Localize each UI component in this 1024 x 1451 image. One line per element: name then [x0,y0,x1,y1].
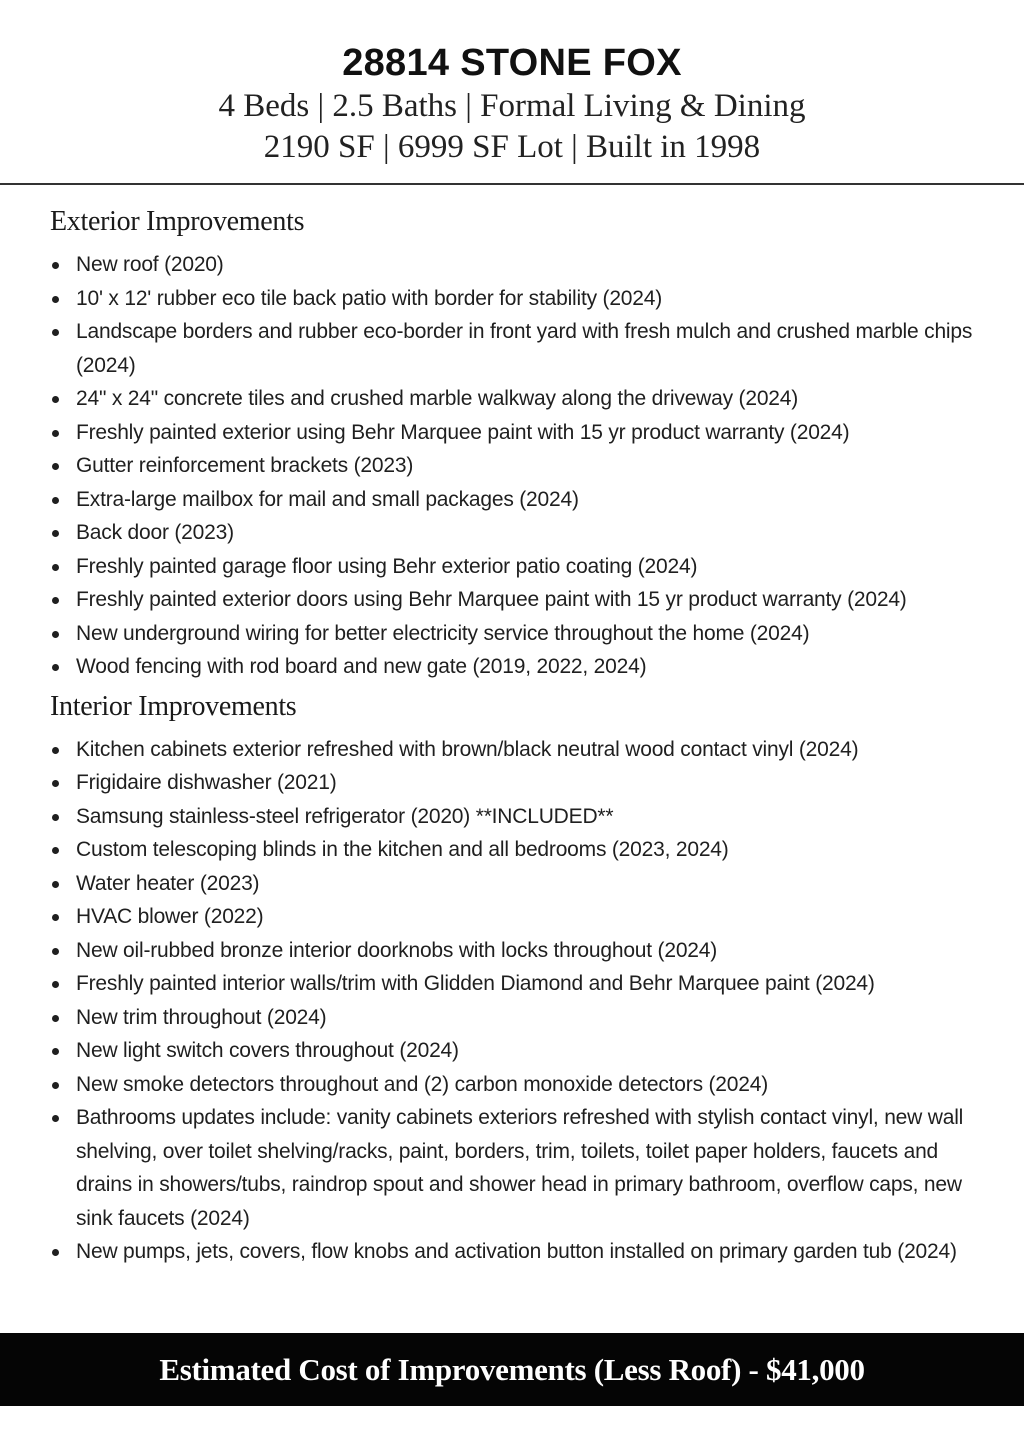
list-item [50,1068,990,1102]
property-address: 28814 STONE FOX [342,42,682,84]
cost-summary-text: Estimated Cost of Improvements (Less Roof) - $41,000 [159,1351,865,1387]
list-item [50,1034,990,1068]
bullet-icon [52,881,59,888]
exterior-heading: Exterior Improvements [50,206,305,237]
bullet-icon [52,981,59,988]
list-item-text: Freshly painted garage floor using Behr exterior patio coating (2024) [76,554,698,578]
list-item [50,248,990,282]
bullet-icon [52,1249,59,1256]
bullet-icon [52,847,59,854]
list-item [50,833,990,867]
list-item-text: Back door (2023) [76,521,234,544]
bullet-icon [52,329,59,336]
bullet-icon [52,780,59,787]
list-item-text: Kitchen cabinets exterior refreshed with brown/black neutral wood contact vinyl (2024) [76,737,859,761]
list-item-text: Freshly painted interior walls/trim with Glidden Diamond and Behr Marquee paint (2024) [76,972,875,995]
bullet-icon [52,430,59,437]
list-item [50,934,990,968]
list-item [50,766,990,800]
list-item-text: Extra-large mailbox for mail and small packages (2024) [76,487,579,511]
list-item [50,449,990,483]
list-item [50,516,990,550]
bullet-icon [52,564,59,571]
list-item-text: Gutter reinforcement brackets (2023) [76,454,414,477]
list-item-text: Freshly painted exterior using Behr Marquee paint with 15 yr product warranty (2024) [76,420,850,444]
bullet-icon [52,296,59,303]
list-item-text: 24" x 24" concrete tiles and crushed marble walkway along the driveway (2024) [76,387,799,410]
bullet-icon [52,814,59,821]
list-item-text: HVAC blower (2022) [76,905,264,928]
list-item [50,550,990,584]
list-item-text: New oil-rubbed bronze interior doorknobs with locks throughout (2024) [76,938,718,962]
list-item [50,282,990,316]
list-item-text: Bathrooms updates include: vanity cabinets exteriors refreshed with stylish contact vinyl, new wall shelving, over toilet shelving/racks, paint, borders, trim, toilets, toilet paper holders, faucets and drains in showers/tubs, raindrop spout and shower head in primary bathroom, overflow caps, new sink faucets (2024) [76,1106,964,1230]
list-item [50,1101,990,1235]
list-item-text: New smoke detectors throughout and (2) carbon monoxide detectors (2024) [76,1072,769,1096]
list-item-text: New pumps, jets, covers, flow knobs and activation button installed on primary garden tub (2024) [76,1240,957,1263]
exterior-list [50,248,990,684]
bullet-icon [52,1048,59,1055]
list-item-text: New roof (2020) [76,253,224,276]
bullet-icon [52,664,59,671]
bullet-icon [52,948,59,955]
cost-summary-bar [0,1333,1024,1406]
list-item [50,650,990,684]
listing-header [0,40,1024,168]
improvements-content [50,202,990,1269]
list-item-text: Samsung stainless-steel refrigerator (2020) **INCLUDED** [76,804,614,828]
list-item [50,483,990,517]
list-item-text: New light switch covers throughout (2024) [76,1039,459,1062]
bullet-icon [52,1015,59,1022]
interior-list [50,733,990,1269]
bullet-icon [52,497,59,504]
list-item [50,967,990,1001]
bullet-icon [52,1082,59,1089]
bullet-icon [52,747,59,754]
bullet-icon [52,914,59,921]
list-item-text: Wood fencing with rod board and new gate (2019, 2022, 2024) [76,655,647,678]
list-item [50,867,990,901]
list-item-text: Freshly painted exterior doors using Behr Marquee paint with 15 yr product warranty (2024) [76,588,907,611]
list-item-text: Water heater (2023) [76,871,260,895]
bullet-icon [52,463,59,470]
list-item-text: Custom telescoping blinds in the kitchen and all bedrooms (2023, 2024) [76,838,729,861]
property-specs-line-1: 4 Beds | 2.5 Baths | Formal Living & Dining [218,88,806,124]
bullet-icon [52,530,59,537]
list-item [50,382,990,416]
list-item-text: Landscape borders and rubber eco-border in front yard with fresh mulch and crushed marble chips (2024) [76,320,973,377]
bullet-icon [52,597,59,604]
list-item-text: New underground wiring for better electricity service throughout the home (2024) [76,621,810,645]
interior-heading: Interior Improvements [50,690,297,722]
list-item-text: Frigidaire dishwasher (2021) [76,771,337,794]
list-item-text: 10' x 12' rubber eco tile back patio with border for stability (2024) [76,286,663,310]
list-item [50,617,990,651]
list-item [50,900,990,934]
header-divider [0,183,1024,185]
bullet-icon [52,631,59,638]
list-item-text: New trim throughout (2024) [76,1005,327,1029]
list-item [50,733,990,767]
list-item [50,583,990,617]
bullet-icon [52,396,59,403]
list-item [50,1001,990,1035]
property-specs-line-2: 2190 SF | 6999 SF Lot | Built in 1998 [263,129,761,165]
list-item [50,1235,990,1269]
bullet-icon [52,1115,59,1122]
list-item [50,416,990,450]
list-item [50,800,990,834]
list-item [50,315,990,382]
bullet-icon [52,262,59,269]
